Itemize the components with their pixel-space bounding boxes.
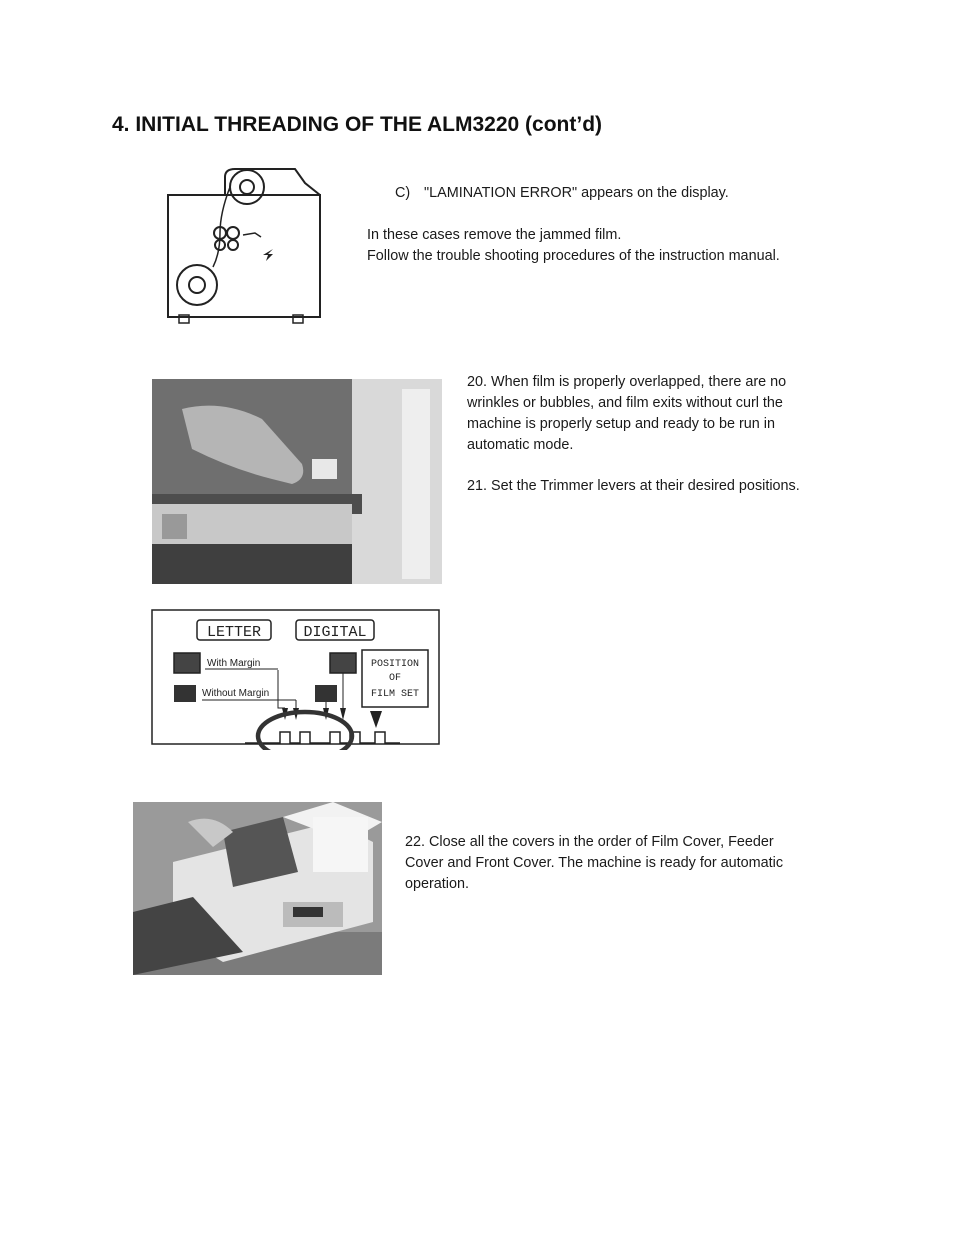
step-20-line-4: automatic mode. — [467, 437, 574, 453]
machine-photo-covers — [133, 802, 382, 975]
position-label: POSITION — [370, 659, 420, 670]
remove-film-text: In these cases remove the jammed film. — [367, 227, 622, 243]
step-20-line-1: 20. When film is properly overlapped, there are no — [467, 374, 787, 390]
step-22-line-2: Cover and Front Cover. The machine is ready for automatic — [405, 855, 784, 871]
step-21-text: 21. Set the Trimmer levers at their desired positions. — [467, 478, 800, 494]
threading-diagram — [165, 163, 325, 328]
step-20-line-3: machine is properly setup and ready to be run in — [467, 416, 775, 432]
without-margin-label: Without Margin — [202, 688, 270, 699]
of-label: OF — [388, 673, 402, 684]
troubleshooting-text: Follow the trouble shooting procedures of the instruction manual. — [367, 248, 780, 264]
with-margin-label: With Margin — [207, 658, 261, 669]
trimmer-lever-diagram — [150, 608, 442, 750]
digital-label: DIGITAL — [303, 624, 367, 641]
section-c-marker: C) — [395, 185, 411, 201]
section-c-text: "LAMINATION ERROR" appears on the display. — [424, 185, 729, 201]
letter-label: LETTER — [206, 624, 262, 641]
film-set-label: FILM SET — [370, 689, 420, 700]
step-20-line-2: wrinkles or bubbles, and film exits without curl the — [467, 395, 783, 411]
step-22-line-3: operation. — [405, 876, 470, 892]
machine-photo-hand — [152, 379, 442, 584]
step-22-line-1: 22. Close all the covers in the order of Film Cover, Feeder — [405, 834, 774, 850]
page-title: 4. INITIAL THREADING OF THE ALM3220 (cont’d) — [112, 113, 603, 136]
